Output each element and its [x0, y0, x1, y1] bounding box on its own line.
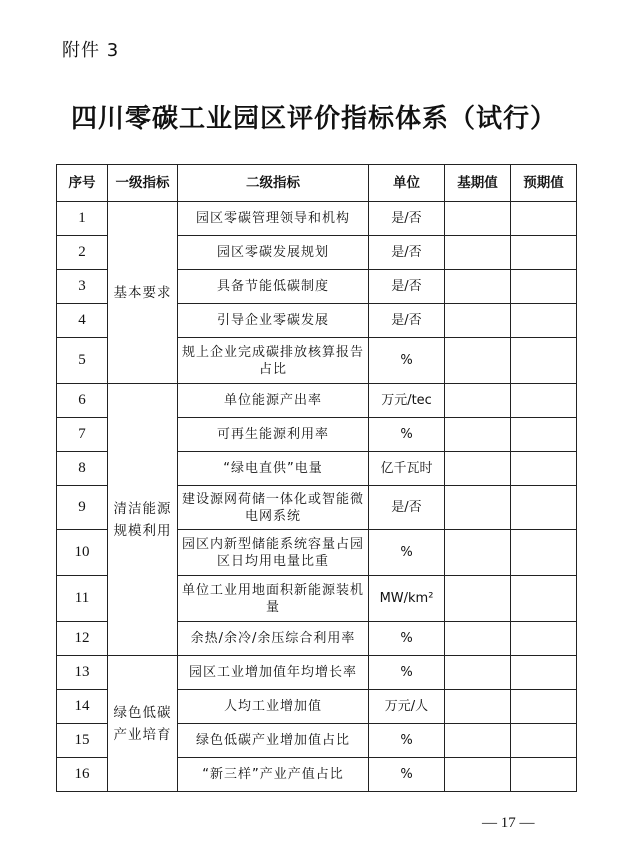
- header-level2: 二级指标: [178, 165, 369, 202]
- row-index: 10: [57, 530, 108, 576]
- document-title: 四川零碳工业园区评价指标体系（试行）: [70, 104, 557, 134]
- unit-cell: 是/否: [369, 486, 445, 530]
- unit-cell: %: [369, 418, 445, 452]
- unit-cell: 是/否: [369, 304, 445, 338]
- baseline-cell: [445, 384, 511, 418]
- baseline-cell: [445, 576, 511, 622]
- unit-cell: 是/否: [369, 270, 445, 304]
- row-index: 12: [57, 622, 108, 656]
- row-index: 1: [57, 202, 108, 236]
- baseline-cell: [445, 418, 511, 452]
- header-unit: 单位: [369, 165, 445, 202]
- indicator-cell: 单位工业用地面积新能源装机量: [178, 576, 369, 622]
- row-index: 7: [57, 418, 108, 452]
- baseline-cell: [445, 486, 511, 530]
- baseline-cell: [445, 724, 511, 758]
- table-row: [57, 384, 577, 418]
- indicator-cell: 单位能源产出率: [178, 384, 369, 418]
- baseline-cell: [445, 690, 511, 724]
- indicator-cell: “新三样”产业产值占比: [178, 758, 369, 792]
- unit-cell: %: [369, 338, 445, 384]
- page-number: — 17 —: [482, 815, 535, 831]
- table-row: [57, 656, 577, 690]
- indicator-cell: 具备节能低碳制度: [178, 270, 369, 304]
- expected-cell: [511, 724, 577, 758]
- indicator-cell: 绿色低碳产业增加值占比: [178, 724, 369, 758]
- baseline-cell: [445, 656, 511, 690]
- row-index: 6: [57, 384, 108, 418]
- row-index: 13: [57, 656, 108, 690]
- table-row: [57, 202, 577, 236]
- expected-cell: [511, 690, 577, 724]
- unit-cell: 是/否: [369, 202, 445, 236]
- baseline-cell: [445, 338, 511, 384]
- indicator-cell: 园区内新型储能系统容量占园区日均用电量比重: [178, 530, 369, 576]
- header-index: 序号: [57, 165, 108, 202]
- baseline-cell: [445, 622, 511, 656]
- indicator-cell: 引导企业零碳发展: [178, 304, 369, 338]
- expected-cell: [511, 270, 577, 304]
- row-index: 4: [57, 304, 108, 338]
- category-cell: 基本要求: [108, 202, 178, 384]
- baseline-cell: [445, 202, 511, 236]
- row-index: 8: [57, 452, 108, 486]
- expected-cell: [511, 530, 577, 576]
- unit-cell: %: [369, 530, 445, 576]
- expected-cell: [511, 656, 577, 690]
- expected-cell: [511, 338, 577, 384]
- unit-cell: %: [369, 758, 445, 792]
- row-index: 15: [57, 724, 108, 758]
- baseline-cell: [445, 270, 511, 304]
- unit-cell: %: [369, 656, 445, 690]
- row-index: 5: [57, 338, 108, 384]
- expected-cell: [511, 576, 577, 622]
- indicator-cell: “绿电直供”电量: [178, 452, 369, 486]
- table-header-row: [57, 165, 577, 202]
- baseline-cell: [445, 452, 511, 486]
- expected-cell: [511, 236, 577, 270]
- indicator-cell: 园区工业增加值年均增长率: [178, 656, 369, 690]
- indicator-cell: 规上企业完成碳排放核算报告占比: [178, 338, 369, 384]
- baseline-cell: [445, 530, 511, 576]
- row-index: 2: [57, 236, 108, 270]
- expected-cell: [511, 622, 577, 656]
- header-level1: 一级指标: [108, 165, 178, 202]
- row-index: 14: [57, 690, 108, 724]
- baseline-cell: [445, 304, 511, 338]
- unit-cell: MW/km²: [369, 576, 445, 622]
- category-cell: 清洁能源规模利用: [108, 384, 178, 656]
- row-index: 9: [57, 486, 108, 530]
- expected-cell: [511, 304, 577, 338]
- baseline-cell: [445, 236, 511, 270]
- row-index: 11: [57, 576, 108, 622]
- unit-cell: 是/否: [369, 236, 445, 270]
- expected-cell: [511, 202, 577, 236]
- header-expected: 预期值: [511, 165, 577, 202]
- category-cell: 绿色低碳产业培育: [108, 656, 178, 792]
- expected-cell: [511, 486, 577, 530]
- indicator-cell: 园区零碳管理领导和机构: [178, 202, 369, 236]
- unit-cell: 万元/人: [369, 690, 445, 724]
- unit-cell: %: [369, 622, 445, 656]
- indicator-cell: 人均工业增加值: [178, 690, 369, 724]
- expected-cell: [511, 758, 577, 792]
- indicator-cell: 可再生能源利用率: [178, 418, 369, 452]
- expected-cell: [511, 452, 577, 486]
- indicator-table: [56, 164, 577, 792]
- expected-cell: [511, 418, 577, 452]
- attachment-label: 附件 3: [62, 40, 120, 61]
- header-baseline: 基期值: [445, 165, 511, 202]
- unit-cell: 万元/tec: [369, 384, 445, 418]
- indicator-cell: 建设源网荷储一体化或智能微电网系统: [178, 486, 369, 530]
- row-index: 16: [57, 758, 108, 792]
- unit-cell: 亿千瓦时: [369, 452, 445, 486]
- unit-cell: %: [369, 724, 445, 758]
- indicator-cell: 余热/余冷/余压综合利用率: [178, 622, 369, 656]
- baseline-cell: [445, 758, 511, 792]
- row-index: 3: [57, 270, 108, 304]
- indicator-cell: 园区零碳发展规划: [178, 236, 369, 270]
- expected-cell: [511, 384, 577, 418]
